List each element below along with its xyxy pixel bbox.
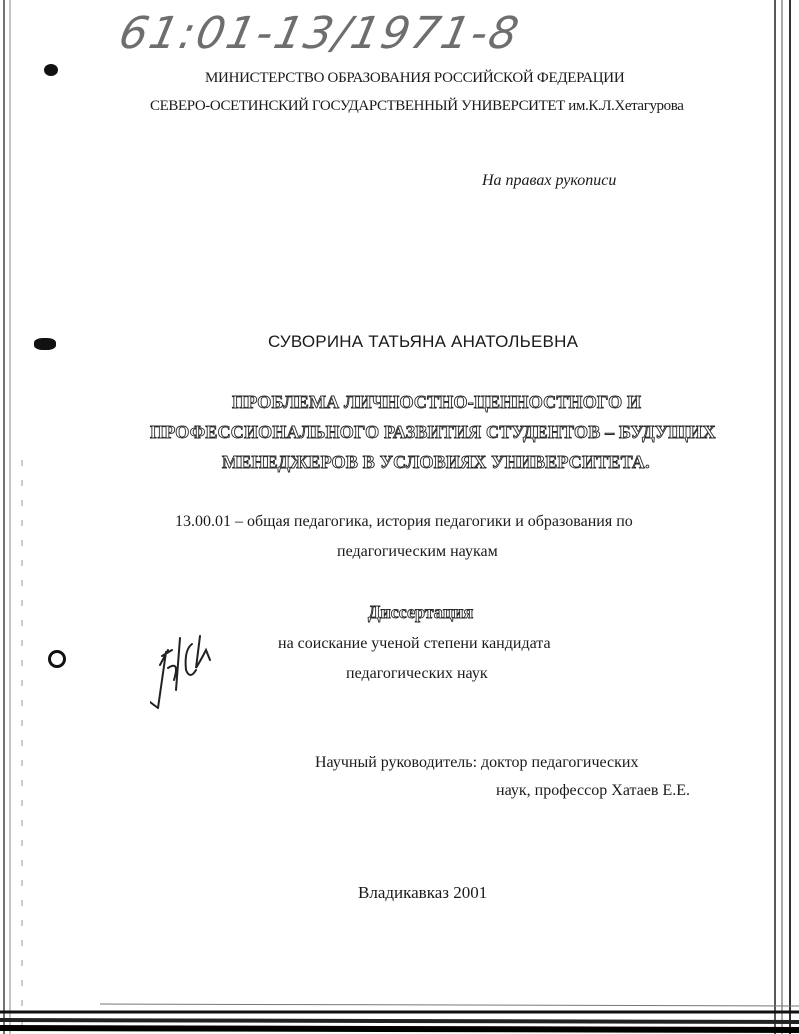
specialty-line-2: педагогическим наукам [337,543,498,560]
dissertation-title-line-1: ПРОБЛЕМА ЛИЧНОСТНО-ЦЕННОСТНОГО И [232,392,642,412]
supervisor-line-2: наук, профессор Хатаев Е.Е. [496,782,690,799]
ministry-name: МИНИСТЕРСТВО ОБРАЗОВАНИЯ РОССИЙСКОЙ ФЕДЕРАЦИИ [205,70,625,86]
ink-blot [34,338,56,350]
supervisor-line-1: Научный руководитель: доктор педагогических [315,754,639,771]
dissertation-title-line-2: ПРОФЕССИОНАЛЬНОГО РАЗВИТИЯ СТУДЕНТОВ – БУДУЩИХ [150,422,716,442]
archive-code: 61:01-13/1971-8 [114,8,525,59]
ink-blot [48,650,66,668]
author-name: СУВОРИНА ТАТЬЯНА АНАТОЛЬЕВНА [268,332,579,351]
degree-line-2: педагогических наук [346,665,488,682]
handwritten-signature [150,620,230,720]
rights-notice: На правах рукописи [482,172,617,189]
university-name: СЕВЕРО-ОСЕТИНСКИЙ ГОСУДАРСТВЕННЫЙ УНИВЕРСИТЕТ им.К.Л.Хетагурова [150,98,684,114]
ink-blot [44,64,58,76]
document-type: Диссертация [368,602,474,622]
dissertation-title-line-3: МЕНЕДЖЕРОВ В УСЛОВИЯХ УНИВЕРСИТЕТА. [222,452,650,472]
degree-line-1: на соискание ученой степени кандидата [278,635,551,652]
city-year: Владикавказ 2001 [358,883,488,902]
specialty-line-1: 13.00.01 – общая педагогика, история педагогики и образования по [175,513,633,530]
